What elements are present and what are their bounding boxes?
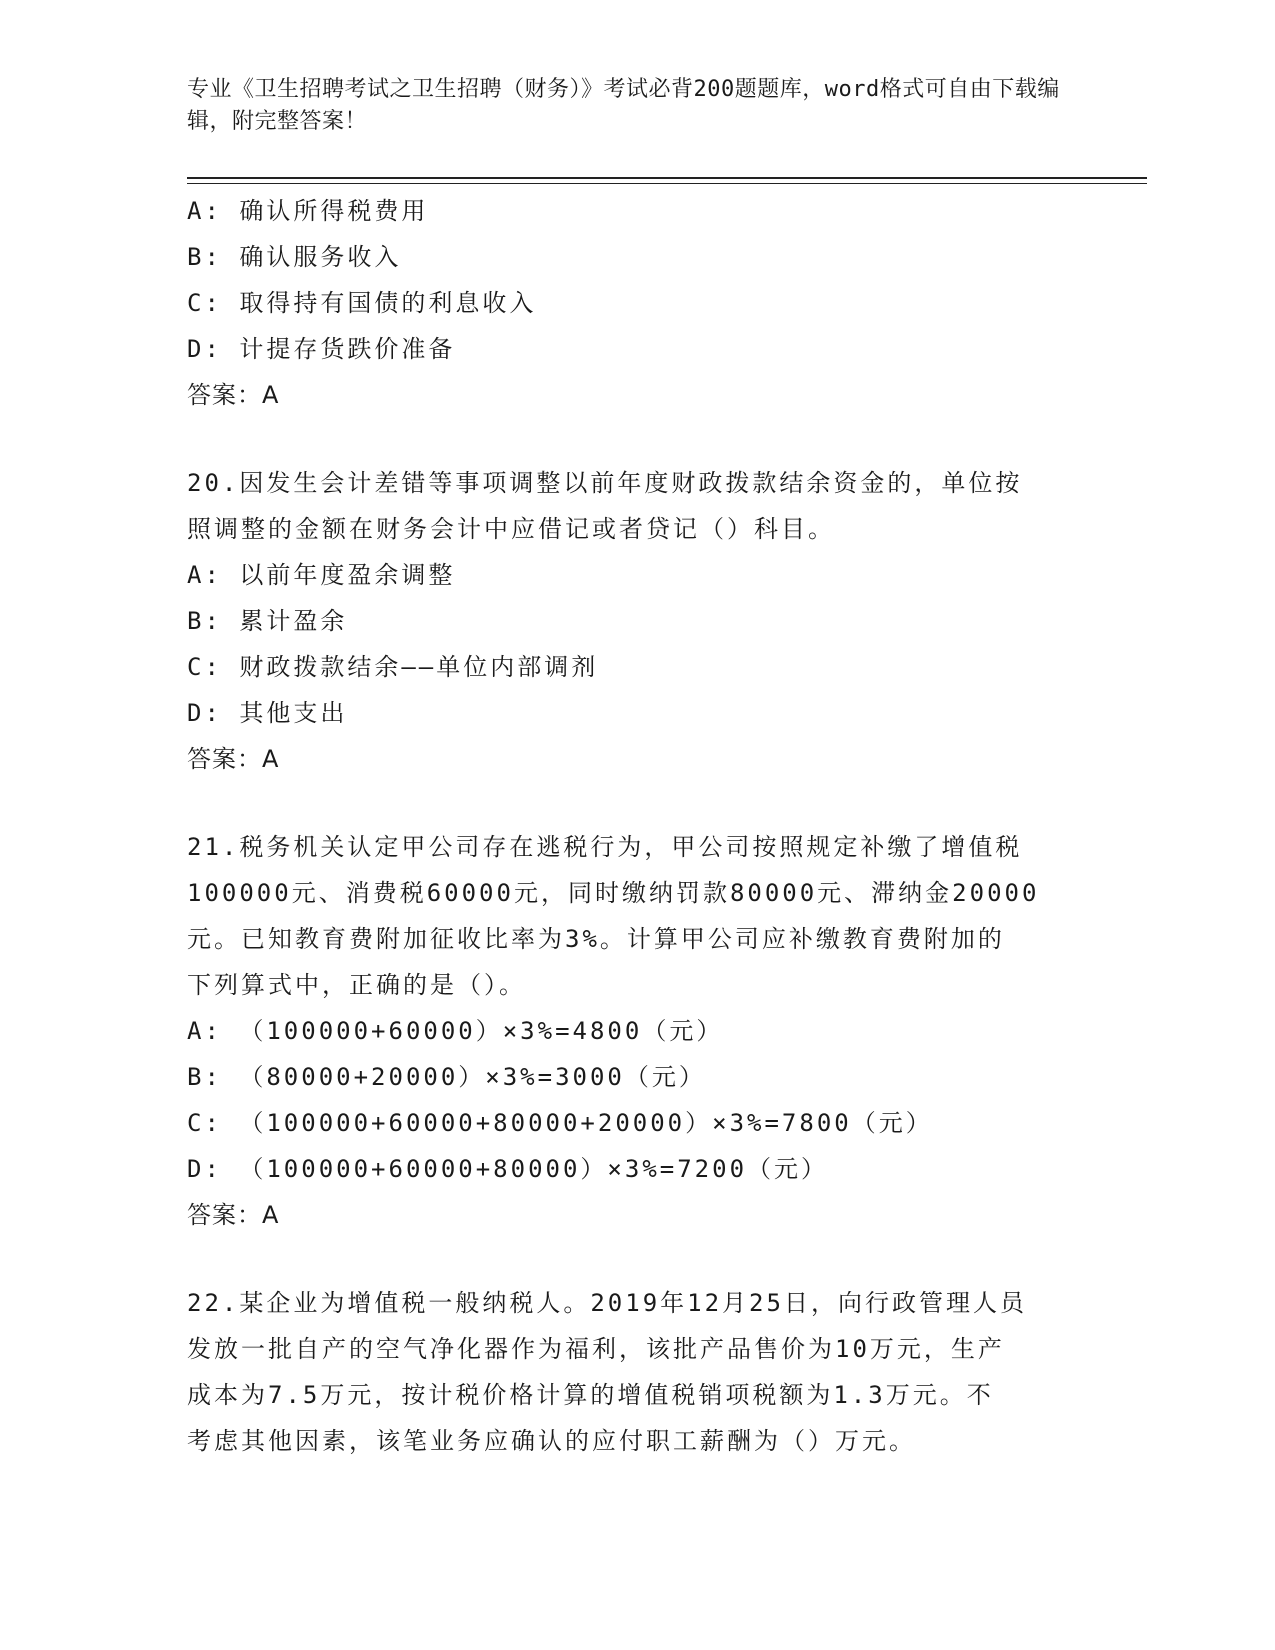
- question-21-text-line: 100000元、消费税60000元，同时缴纳罚款80000元、滞纳金20000: [187, 879, 1040, 907]
- option-b: B: 确认服务收入: [187, 243, 402, 271]
- option-c: C: 取得持有国债的利息收入: [187, 289, 537, 317]
- answer-line: 答案：A: [187, 745, 280, 773]
- answer-line: 答案：A: [187, 381, 280, 409]
- question-21-text-line: 下列算式中，正确的是（）。: [187, 971, 526, 999]
- question-22-text-line: 22.某企业为增值税一般纳税人。2019年12月25日，向行政管理人员: [187, 1289, 1027, 1317]
- question-20-text-line: 照调整的金额在财务会计中应借记或者贷记（）科目。: [187, 515, 835, 543]
- option-a: A: 确认所得税费用: [187, 197, 429, 225]
- option-a: A: （100000+60000）×3%=4800（元）: [187, 1017, 724, 1045]
- option-d: D: 计提存货跌价准备: [187, 335, 456, 363]
- option-c: C: 财政拨款结余——单位内部调剂: [187, 653, 599, 681]
- option-d: D: 其他支出: [187, 699, 348, 727]
- question-20-text-line: 20.因发生会计差错等事项调整以前年度财政拨款结余资金的，单位按: [187, 469, 1023, 497]
- option-a: A: 以前年度盈余调整: [187, 561, 456, 589]
- question-21-text-line: 21.税务机关认定甲公司存在逃税行为，甲公司按照规定补缴了增值税: [187, 833, 1023, 861]
- header-rule-thick: [187, 177, 1147, 179]
- question-content: [187, 188, 1087, 1464]
- option-d: D: （100000+60000+80000）×3%=7200（元）: [187, 1155, 829, 1183]
- answer-line: 答案：A: [187, 1201, 280, 1229]
- question-21-text-line: 元。已知教育费附加征收比率为3%。计算甲公司应补缴教育费附加的: [187, 925, 1005, 953]
- page-header-title: 专业《卫生招聘考试之卫生招聘（财务）》考试必背200题题库，word格式可自由下载编辑，附完整答案！: [187, 77, 1060, 134]
- question-22-text-line: 考虑其他因素，该笔业务应确认的应付职工薪酬为（）万元。: [187, 1427, 916, 1455]
- option-b: B: （80000+20000）×3%=3000（元）: [187, 1063, 706, 1091]
- question-22-text-line: 成本为7.5万元，按计税价格计算的增值税销项税额为1.3万元。不: [187, 1381, 994, 1409]
- question-22-text-line: 发放一批自产的空气净化器作为福利，该批产品售价为10万元，生产: [187, 1335, 1005, 1363]
- header-rule-thin: [187, 183, 1147, 184]
- option-b: B: 累计盈余: [187, 607, 348, 635]
- option-c: C: （100000+60000+80000+20000）×3%=7800（元）: [187, 1109, 933, 1137]
